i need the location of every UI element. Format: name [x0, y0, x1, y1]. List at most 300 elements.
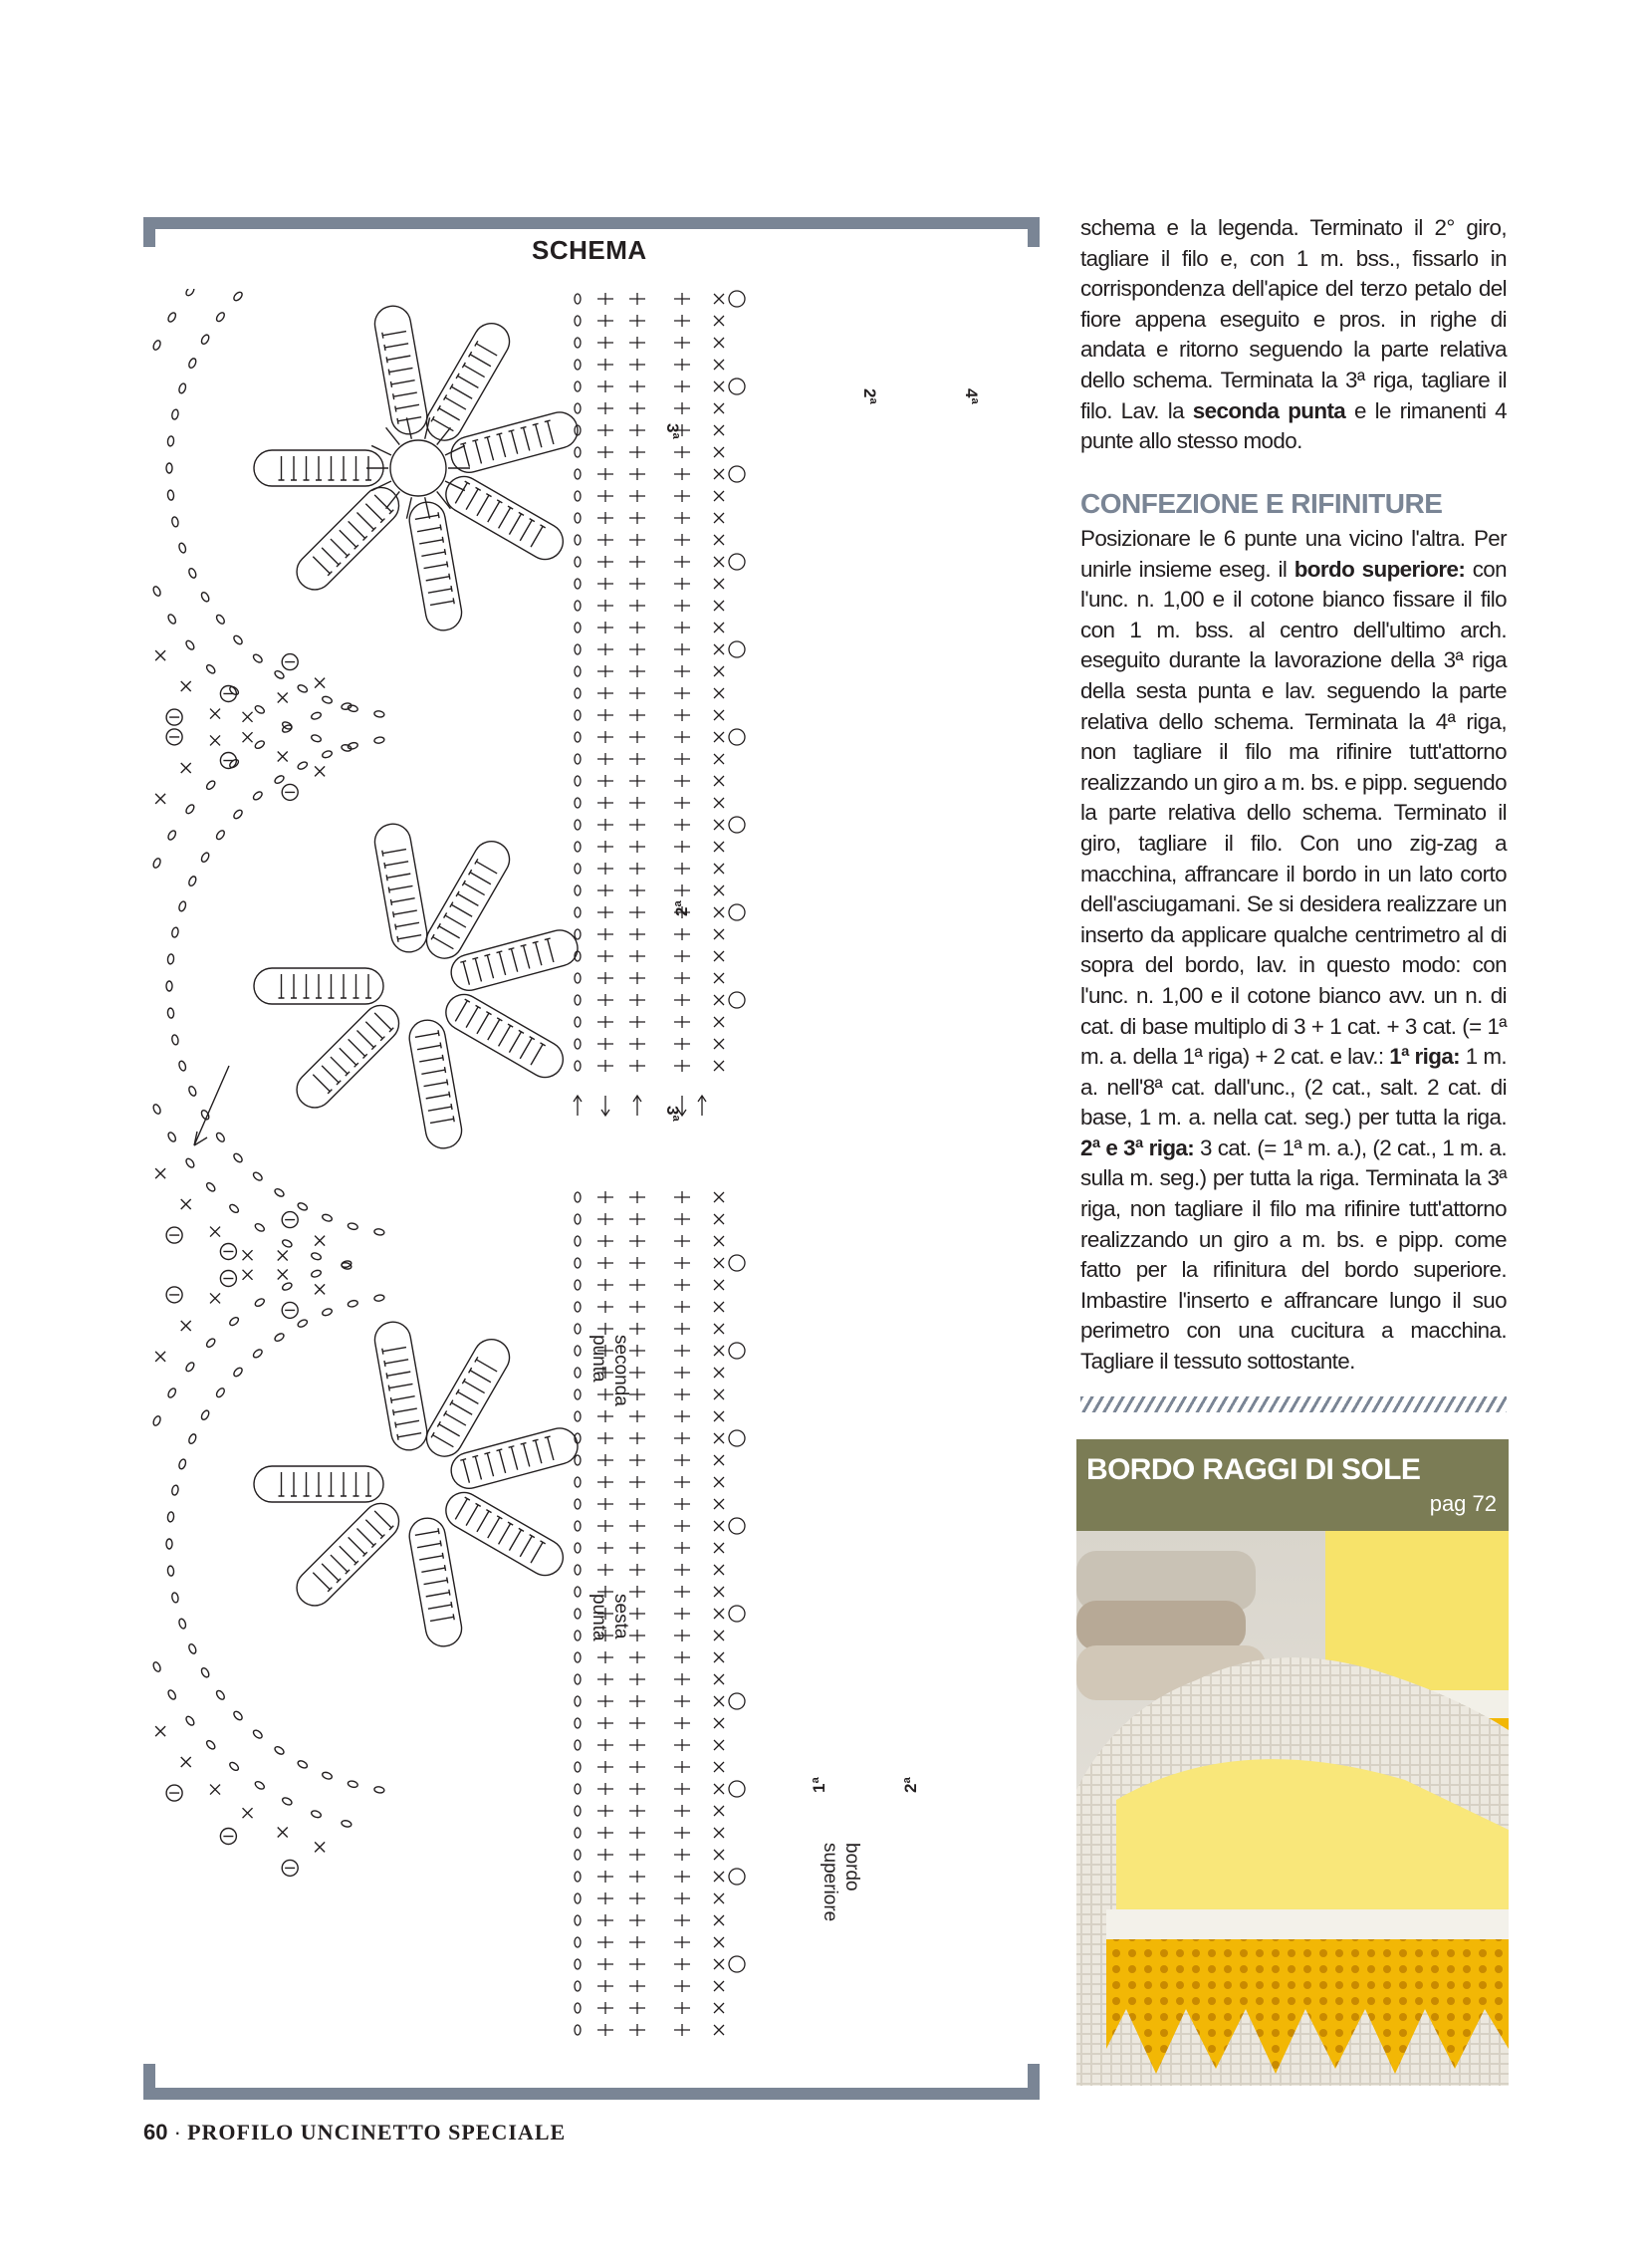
- chain-stitch: [297, 761, 309, 771]
- promo-banner: [1076, 1439, 1509, 1531]
- double-crochet-stitch: [597, 1060, 613, 1072]
- single-crochet-stitch: [714, 557, 724, 567]
- double-crochet-stitch: [597, 1695, 613, 1707]
- picot-stitch: [729, 1343, 745, 1359]
- flower-petal: [439, 1486, 570, 1582]
- chain-stitch: [205, 663, 216, 674]
- double-crochet-stitch: [597, 709, 613, 721]
- single-crochet-stitch: [315, 1236, 325, 1246]
- double-crochet-stitch: [629, 775, 645, 787]
- double-crochet-stitch: [419, 1553, 444, 1563]
- chain-stitch: [232, 809, 243, 820]
- chain-stitch: [167, 1689, 177, 1701]
- single-crochet-stitch: [714, 1587, 724, 1597]
- double-crochet-stitch: [397, 414, 422, 424]
- chain-stitch: [575, 491, 581, 501]
- double-crochet-stitch: [390, 1393, 415, 1403]
- chain-stitch: [575, 1959, 581, 1969]
- double-crochet-stitch: [597, 928, 613, 940]
- single-crochet-stitch: [278, 1270, 288, 1280]
- chain-stitch: [575, 403, 581, 413]
- promo-title: BORDO RAGGI DI SOLE: [1086, 1453, 1421, 1486]
- chain-stitch: [575, 732, 581, 742]
- chain-stitch: [167, 830, 177, 842]
- single-crochet-stitch: [714, 1981, 724, 1991]
- double-crochet-stitch: [597, 687, 613, 699]
- double-crochet-stitch: [521, 1443, 533, 1468]
- double-crochet-stitch: [674, 884, 690, 896]
- chain-stitch: [575, 601, 581, 611]
- double-crochet-stitch: [485, 1018, 502, 1042]
- double-crochet-stitch: [597, 1783, 613, 1795]
- chain-stitch: [575, 1872, 581, 1882]
- chain-stitch: [575, 1236, 581, 1246]
- single-crochet-stitch: [714, 1411, 724, 1421]
- chain-stitch: [575, 1740, 581, 1750]
- double-crochet-stitch: [674, 950, 690, 962]
- direction-arrow: [194, 1066, 229, 1145]
- chain-stitch: [348, 1300, 358, 1308]
- chain-stitch: [322, 1771, 333, 1780]
- double-crochet-stitch: [597, 1476, 613, 1488]
- double-crochet-stitch: [496, 1024, 513, 1048]
- chain-stitch: [171, 1034, 179, 1045]
- double-crochet-stitch: [395, 401, 420, 411]
- single-crochet-stitch: [714, 1696, 724, 1706]
- double-crochet-stitch: [629, 643, 645, 655]
- double-crochet-stitch: [430, 1116, 455, 1126]
- double-crochet-stitch: [395, 919, 420, 929]
- picot-stitch: [729, 1430, 745, 1446]
- double-crochet-stitch: [674, 797, 690, 809]
- double-crochet-stitch: [629, 819, 645, 831]
- chain-stitch: [575, 995, 581, 1005]
- double-crochet-stitch: [425, 1590, 450, 1600]
- picot-stitch: [729, 641, 745, 657]
- double-crochet-stitch: [629, 1301, 645, 1313]
- double-crochet-stitch: [629, 1914, 645, 1926]
- chain-stitch: [152, 1104, 162, 1116]
- double-crochet-stitch: [472, 1455, 484, 1480]
- chain-stitch: [252, 790, 264, 801]
- chain-stitch: [166, 1539, 172, 1549]
- double-crochet-stitch: [414, 512, 439, 522]
- single-crochet-stitch: [714, 842, 724, 852]
- double-crochet-stitch: [384, 1357, 409, 1367]
- double-crochet-stitch: [674, 293, 690, 305]
- chain-stitch: [281, 1282, 293, 1292]
- double-crochet-stitch: [390, 895, 415, 905]
- chain-stitch: [575, 666, 581, 676]
- double-crochet-stitch: [597, 446, 613, 458]
- double-crochet-stitch: [629, 1958, 645, 1970]
- double-crochet-stitch: [674, 337, 690, 349]
- single-crochet-stitch: [210, 709, 220, 719]
- double-crochet-stitch: [629, 359, 645, 371]
- chain-stitch: [575, 623, 581, 632]
- chain-stitch: [575, 2003, 581, 2013]
- double-crochet-stitch: [674, 665, 690, 677]
- single-crochet-stitch: [714, 1652, 724, 1662]
- double-crochet-stitch: [674, 1739, 690, 1751]
- chain-stitch: [575, 973, 581, 983]
- chain-stitch: [254, 1780, 266, 1790]
- double-crochet-stitch: [674, 1367, 690, 1379]
- center-stitch: [437, 427, 451, 444]
- chain-stitch: [178, 900, 187, 911]
- chain-stitch: [167, 954, 174, 965]
- double-crochet-stitch: [597, 1498, 613, 1510]
- double-crochet-stitch: [674, 1191, 690, 1203]
- single-crochet-stitch: [714, 1872, 724, 1882]
- double-crochet-stitch: [674, 446, 690, 458]
- double-crochet-stitch: [597, 2024, 613, 2036]
- double-crochet-stitch: [674, 380, 690, 392]
- double-crochet-stitch: [597, 906, 613, 918]
- double-crochet-stitch: [397, 1430, 422, 1440]
- double-crochet-stitch: [597, 1651, 613, 1663]
- double-crochet-stitch: [597, 841, 613, 853]
- double-crochet-stitch: [674, 1892, 690, 1904]
- single-crochet-stitch: [714, 1258, 724, 1268]
- single-crochet-stitch: [714, 1302, 724, 1312]
- double-crochet-stitch: [533, 423, 545, 448]
- double-crochet-stitch: [597, 578, 613, 590]
- double-crochet-stitch: [629, 972, 645, 984]
- chain-stitch: [178, 1060, 187, 1071]
- double-crochet-stitch: [329, 456, 335, 480]
- double-crochet-stitch: [450, 1400, 474, 1417]
- double-crochet-stitch: [597, 819, 613, 831]
- chain-stitch: [348, 1222, 358, 1230]
- double-crochet-stitch: [597, 2002, 613, 2014]
- double-crochet-stitch: [597, 1432, 613, 1444]
- chain-stitch: [575, 710, 581, 720]
- chain-stitch: [152, 340, 162, 352]
- double-crochet-stitch: [674, 1783, 690, 1795]
- chain-stitch: [167, 436, 174, 447]
- double-crochet-stitch: [629, 337, 645, 349]
- chain-stitch: [184, 1362, 195, 1374]
- double-crochet-stitch: [320, 1064, 341, 1085]
- double-crochet-stitch: [425, 1092, 450, 1102]
- chain-stitch: [575, 535, 581, 545]
- double-crochet-stitch: [629, 884, 645, 896]
- chain-stitch: [322, 695, 333, 704]
- double-crochet-stitch: [597, 731, 613, 743]
- chain-stitch: [575, 1192, 581, 1202]
- chain-stitch: [215, 1386, 226, 1398]
- double-crochet-stitch: [597, 1235, 613, 1247]
- double-crochet-stitch: [597, 1739, 613, 1751]
- single-crochet-stitch: [714, 381, 724, 391]
- double-crochet-stitch: [462, 1379, 486, 1395]
- single-crochet-stitch: [714, 360, 724, 370]
- chain-stitch: [152, 1661, 162, 1673]
- double-crochet-stitch: [353, 1472, 359, 1496]
- double-crochet-stitch: [597, 1038, 613, 1050]
- double-crochet-stitch: [485, 1516, 502, 1540]
- chain-stitch: [322, 750, 333, 759]
- double-crochet-stitch: [674, 1388, 690, 1400]
- chain-stitch: [575, 1674, 581, 1684]
- double-crochet-stitch: [674, 1279, 690, 1291]
- single-crochet-stitch: [155, 794, 165, 804]
- double-crochet-stitch: [629, 315, 645, 327]
- single-crochet-stitch: [714, 316, 724, 326]
- chain-stitch: [171, 1485, 179, 1496]
- page-number: 60: [143, 2120, 168, 2144]
- flower-petal: [290, 998, 406, 1115]
- double-crochet-stitch: [485, 500, 502, 524]
- single-crochet-stitch: [714, 1893, 724, 1903]
- double-crochet-stitch: [597, 1827, 613, 1839]
- double-crochet-stitch: [674, 1476, 690, 1488]
- single-crochet-stitch: [714, 1477, 724, 1487]
- single-crochet-stitch: [714, 1192, 724, 1202]
- chain-stitch: [171, 927, 179, 938]
- double-crochet-stitch: [460, 961, 472, 986]
- double-crochet-stitch: [629, 950, 645, 962]
- double-crochet-stitch: [597, 775, 613, 787]
- double-crochet-stitch: [674, 841, 690, 853]
- single-crochet-stitch: [714, 1324, 724, 1334]
- double-crochet-stitch: [597, 753, 613, 765]
- double-crochet-stitch: [597, 556, 613, 568]
- chain-stitch: [575, 1915, 581, 1925]
- chain-stitch: [274, 669, 286, 680]
- double-crochet-stitch: [674, 687, 690, 699]
- single-crochet-stitch: [714, 666, 724, 676]
- double-crochet-stitch: [674, 1630, 690, 1641]
- chain-stitch: [200, 591, 210, 603]
- chain-stitch: [575, 579, 581, 589]
- chain-stitch: [575, 1609, 581, 1619]
- double-crochet-stitch: [347, 1535, 367, 1556]
- single-crochet-stitch: [714, 491, 724, 501]
- single-crochet-stitch: [714, 1718, 724, 1728]
- double-crochet-stitch: [311, 1571, 332, 1592]
- chain-stitch: [575, 1389, 581, 1399]
- double-crochet-stitch: [316, 456, 322, 480]
- double-crochet-stitch: [545, 420, 557, 445]
- double-crochet-stitch: [629, 1279, 645, 1291]
- chain-stitch: [575, 885, 581, 895]
- double-crochet-stitch: [597, 994, 613, 1006]
- double-crochet-stitch: [437, 1421, 461, 1438]
- double-crochet-stitch: [469, 352, 493, 369]
- chain-stitch: [575, 1631, 581, 1640]
- single-crochet-stitch: [714, 535, 724, 545]
- single-crochet-stitch: [714, 1959, 724, 1969]
- double-crochet-stitch: [390, 378, 415, 387]
- label-superiore: superiore: [820, 1843, 840, 1922]
- chain-stitch: [297, 683, 309, 693]
- chain-stitch: [341, 702, 352, 710]
- double-crochet-stitch: [629, 1191, 645, 1203]
- row-mark-4a: 4ª: [962, 388, 981, 404]
- chain-stitch: [311, 1252, 322, 1261]
- double-crochet-stitch: [507, 1030, 524, 1054]
- double-crochet-stitch: [629, 534, 645, 546]
- single-crochet-stitch: [714, 907, 724, 917]
- double-crochet-stitch: [421, 1565, 446, 1575]
- double-crochet-stitch: [382, 1345, 407, 1355]
- double-crochet-stitch: [419, 1055, 444, 1065]
- label-sesta: sesta: [610, 1594, 631, 1639]
- double-crochet-stitch: [629, 424, 645, 436]
- chain-stitch: [215, 1132, 226, 1143]
- double-crochet-stitch: [329, 974, 335, 998]
- double-crochet-stitch: [597, 1849, 613, 1861]
- chain-stitch: [575, 820, 581, 830]
- double-crochet-stitch: [629, 293, 645, 305]
- double-crochet-stitch: [629, 1498, 645, 1510]
- double-crochet-stitch: [629, 1016, 645, 1028]
- double-crochet-stitch: [674, 1958, 690, 1970]
- double-crochet-stitch: [518, 519, 535, 543]
- single-crochet-stitch: [155, 1352, 165, 1362]
- double-crochet-stitch: [431, 1432, 455, 1449]
- body-bold: 1ª riga:: [1389, 1044, 1461, 1070]
- double-crochet-stitch: [329, 1055, 350, 1076]
- chain-stitch: [575, 1762, 581, 1772]
- label-seconda-punta: punta: [588, 1335, 609, 1383]
- double-crochet-stitch: [393, 1405, 418, 1415]
- double-crochet-stitch: [629, 2002, 645, 2014]
- double-crochet-stitch: [437, 405, 461, 422]
- double-crochet-stitch: [629, 1739, 645, 1751]
- double-crochet-stitch: [674, 1936, 690, 1948]
- double-crochet-stitch: [597, 337, 613, 349]
- chain-stitch: [575, 776, 581, 786]
- chain-stitch: [167, 1566, 174, 1577]
- chain-stitch: [281, 1238, 293, 1248]
- double-crochet-stitch: [674, 402, 690, 414]
- double-crochet-stitch: [545, 1436, 557, 1461]
- chain-stitch: [575, 1937, 581, 1947]
- chain-stitch: [171, 409, 179, 420]
- single-crochet-stitch: [155, 1168, 165, 1178]
- double-crochet-stitch: [291, 1472, 297, 1496]
- double-crochet-stitch: [393, 907, 418, 917]
- chain-stitch: [166, 463, 172, 473]
- single-crochet-stitch: [714, 644, 724, 654]
- double-crochet-stitch: [674, 1257, 690, 1269]
- chain-stitch: [215, 1689, 226, 1701]
- chain-stitch: [205, 1181, 216, 1192]
- double-crochet-stitch: [507, 1528, 524, 1552]
- double-crochet-stitch: [674, 1520, 690, 1532]
- double-crochet-stitch: [437, 923, 461, 940]
- single-crochet-stitch: [714, 1280, 724, 1290]
- double-crochet-stitch: [363, 1518, 384, 1539]
- chain-stitch: [152, 586, 162, 598]
- double-crochet-stitch: [354, 510, 375, 531]
- single-crochet-stitch: [714, 1368, 724, 1378]
- double-crochet-stitch: [629, 1936, 645, 1948]
- chain-stitch: [575, 1368, 581, 1378]
- instructions-paragraph: [1080, 524, 1507, 1378]
- chain-stitch: [575, 1652, 581, 1662]
- double-crochet-stitch: [363, 1020, 384, 1041]
- chain-stitch: [167, 490, 174, 501]
- double-crochet-stitch: [496, 506, 513, 530]
- picot-stitch: [729, 1606, 745, 1622]
- double-crochet-stitch: [341, 456, 347, 480]
- chain-stitch: [228, 685, 240, 696]
- double-crochet-stitch: [674, 819, 690, 831]
- chain-stitch: [348, 1780, 358, 1788]
- intro-bold: seconda punta: [1192, 397, 1346, 423]
- chain-stitch: [575, 1718, 581, 1728]
- double-crochet-stitch: [453, 481, 470, 505]
- chain-stitch: [575, 1346, 581, 1356]
- double-crochet-stitch: [474, 494, 491, 518]
- chain-stitch: [311, 734, 322, 743]
- flower-petal: [372, 821, 430, 954]
- single-crochet-stitch: [714, 798, 724, 808]
- double-crochet-stitch: [674, 315, 690, 327]
- flower-petal: [254, 450, 383, 486]
- single-crochet-stitch: [714, 995, 724, 1005]
- single-crochet-stitch: [714, 929, 724, 939]
- center-stitch: [445, 445, 465, 455]
- chain-stitch: [205, 1338, 216, 1349]
- intro-paragraph: [1080, 213, 1507, 457]
- double-crochet-stitch: [674, 709, 690, 721]
- double-crochet-stitch: [444, 394, 468, 411]
- picot-stitch: [729, 1781, 745, 1797]
- double-crochet-stitch: [597, 1871, 613, 1883]
- double-crochet-stitch: [629, 1695, 645, 1707]
- single-crochet-stitch: [714, 1346, 724, 1356]
- double-crochet-stitch: [528, 1043, 545, 1067]
- double-crochet-stitch: [597, 1805, 613, 1817]
- double-crochet-stitch: [674, 2002, 690, 2014]
- single-crochet-stitch: [714, 820, 724, 830]
- double-crochet-stitch: [365, 1472, 371, 1496]
- chain-stitch: [575, 1565, 581, 1575]
- single-crochet-stitch: [714, 1061, 724, 1071]
- single-crochet-stitch: [714, 601, 724, 611]
- double-crochet-stitch: [674, 512, 690, 524]
- double-crochet-stitch: [629, 402, 645, 414]
- double-crochet-stitch: [384, 341, 409, 351]
- picot-stitch: [729, 1956, 745, 1972]
- chain-stitch: [184, 639, 195, 651]
- double-crochet-stitch: [597, 424, 613, 436]
- chain-stitch: [575, 294, 581, 304]
- chain-stitch: [252, 1729, 264, 1740]
- chain-stitch: [274, 1332, 286, 1343]
- double-crochet-stitch: [533, 941, 545, 966]
- single-crochet-stitch: [714, 1740, 724, 1750]
- double-crochet-stitch: [597, 1520, 613, 1532]
- double-crochet-stitch: [597, 1673, 613, 1685]
- chain-stitch: [575, 1302, 581, 1312]
- double-crochet-stitch: [674, 1761, 690, 1773]
- flower-petal: [290, 480, 406, 597]
- double-crochet-stitch: [629, 578, 645, 590]
- double-crochet-stitch: [674, 490, 690, 502]
- double-crochet-stitch: [629, 1564, 645, 1576]
- picot-stitch: [729, 1869, 745, 1885]
- double-crochet-stitch: [597, 1213, 613, 1225]
- chain-stitch: [575, 929, 581, 939]
- chain-stitch: [297, 1759, 309, 1769]
- double-crochet-stitch: [509, 1446, 521, 1471]
